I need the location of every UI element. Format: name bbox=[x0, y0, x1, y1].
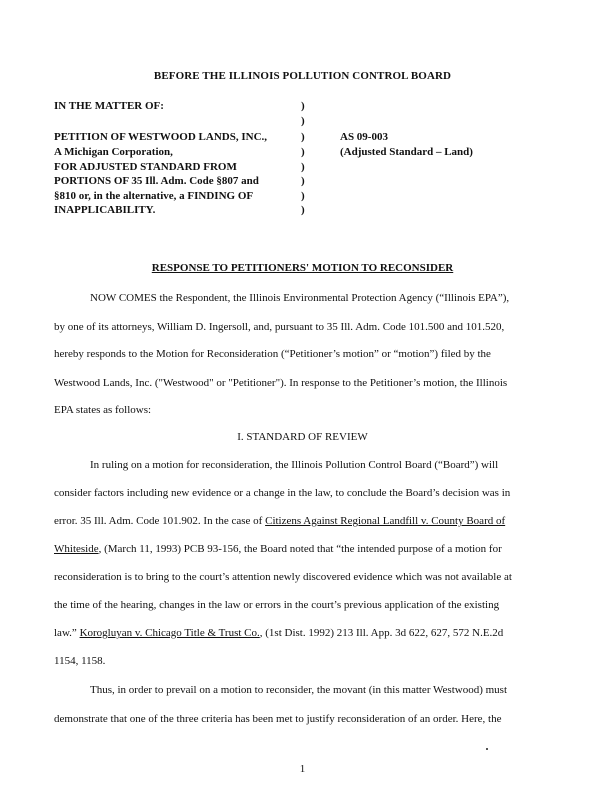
text-span: error. 35 Ill. Adm. Code 101.902. In the case of bbox=[54, 515, 266, 527]
paragraph-line: demonstrate that one of the three criteria has been met to justify reconsideration of an order. Here, the bbox=[54, 713, 502, 725]
caption-line: IN THE MATTER OF: bbox=[54, 100, 164, 112]
caption-line: PORTIONS OF 35 Ill. Adm. Code §807 and bbox=[54, 175, 259, 187]
caption-paren: ) bbox=[301, 175, 305, 187]
caption-paren: ) bbox=[301, 204, 305, 216]
paragraph-line: the time of the hearing, changes in the law or errors in the court’s previous application of the existing bbox=[54, 599, 500, 611]
text-span: law.” bbox=[54, 627, 80, 639]
page-number: 1 bbox=[299, 763, 306, 775]
case-type: (Adjusted Standard – Land) bbox=[340, 146, 473, 158]
caption-paren: ) bbox=[301, 115, 305, 127]
scan-speck bbox=[486, 748, 488, 750]
caption-paren: ) bbox=[301, 146, 305, 158]
paragraph-line: consider factors including new evidence or a change in the law, to conclude the Board’s decision was in bbox=[54, 487, 511, 499]
text-span: , (1st Dist. 1992) 213 Ill. App. 3d 622, 627, 572 N.E.2d bbox=[259, 627, 504, 639]
paragraph-line: Westwood Lands, Inc. ("Westwood" or "Petitioner"). In response to the Petitioner’s motion, the Illinois bbox=[54, 377, 508, 389]
paragraph-line bbox=[54, 627, 548, 640]
case-citation: Whiteside bbox=[54, 543, 99, 555]
paragraph-line: In ruling on a motion for reconsideration, the Illinois Pollution Control Board (“Board”) will bbox=[90, 459, 499, 471]
section-heading: I. STANDARD OF REVIEW bbox=[237, 431, 368, 443]
caption-line: PETITION OF WESTWOOD LANDS, INC., bbox=[54, 131, 268, 143]
case-citation: Korogluyan v. Chicago Title & Trust Co. bbox=[79, 627, 260, 639]
caption-line: §810 or, in the alternative, a FINDING OF bbox=[54, 190, 254, 202]
paragraph-line: reconsideration is to bring to the court’s attention newly discovered evidence which was not available at bbox=[54, 571, 512, 583]
caption-line: FOR ADJUSTED STANDARD FROM bbox=[54, 161, 237, 173]
paragraph-line: NOW COMES the Respondent, the Illinois Environmental Protection Agency (“Illinois EPA”), bbox=[90, 292, 510, 304]
caption-paren: ) bbox=[301, 161, 305, 173]
caption-paren: ) bbox=[301, 190, 305, 202]
case-number: AS 09-003 bbox=[340, 131, 388, 143]
caption-line: A Michigan Corporation, bbox=[54, 146, 173, 158]
text-span: , (March 11, 1993) PCB 93-156, the Board noted that “the intended purpose of a motion for bbox=[98, 543, 502, 555]
paragraph-line bbox=[54, 515, 548, 528]
paragraph-line: 1154, 1158. bbox=[54, 655, 106, 667]
caption-paren: ) bbox=[301, 131, 305, 143]
caption-paren: ) bbox=[301, 100, 305, 112]
paragraph-line: hereby responds to the Motion for Reconsideration (“Petitioner’s motion” or “motion”) filed by the bbox=[54, 348, 491, 360]
paragraph-line: Thus, in order to prevail on a motion to reconsider, the movant (in this matter Westwood) must bbox=[90, 684, 508, 696]
board-title: BEFORE THE ILLINOIS POLLUTION CONTROL BOARD bbox=[153, 70, 452, 82]
case-citation: Citizens Against Regional Landfill v. County Board of bbox=[265, 515, 506, 527]
paragraph-line: by one of its attorneys, William D. Ingersoll, and, pursuant to 35 Ill. Adm. Code 101.500 and 101.520, bbox=[54, 321, 505, 333]
paragraph-line bbox=[54, 543, 548, 556]
document-title: RESPONSE TO PETITIONERS' MOTION TO RECONSIDER bbox=[151, 262, 454, 274]
paragraph-line: EPA states as follows: bbox=[54, 404, 152, 416]
caption-line: INAPPLICABILITY. bbox=[54, 204, 156, 216]
